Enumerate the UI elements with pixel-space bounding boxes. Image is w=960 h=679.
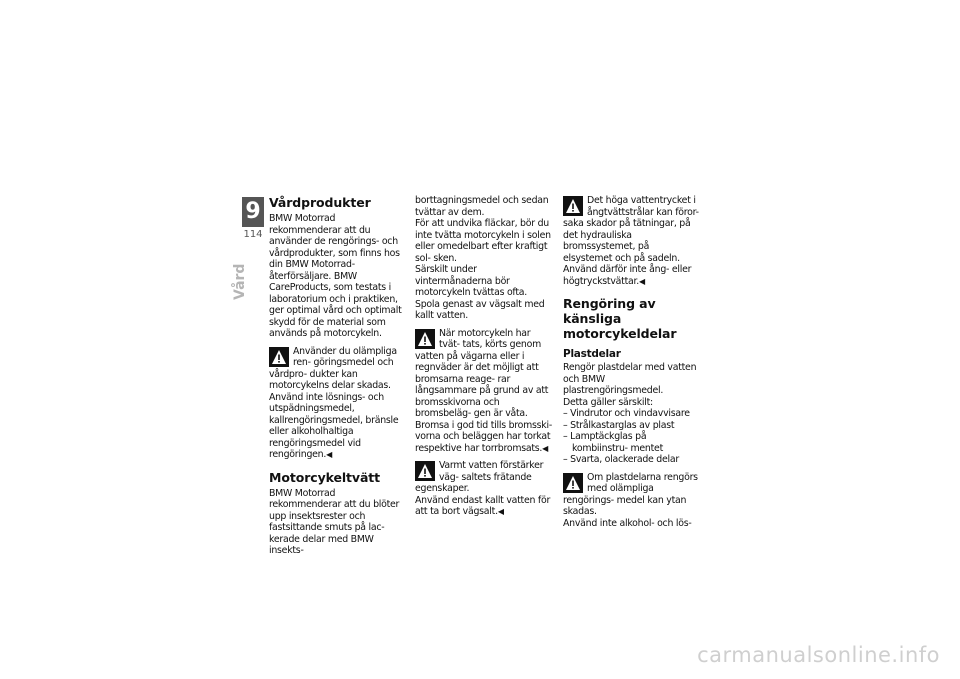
warning-icon bbox=[563, 473, 583, 493]
list-item: – Strålkastarglas av plast bbox=[563, 420, 700, 432]
column-2 bbox=[415, 195, 552, 518]
heading-rengoring: Rengöring av känsliga motorcykeldelar bbox=[563, 296, 677, 341]
column-3 bbox=[563, 195, 700, 529]
list-item: – Vindrutor och vindavvisare bbox=[563, 408, 700, 420]
end-mark: ◀ bbox=[326, 450, 332, 459]
warning-block bbox=[563, 195, 700, 287]
warning-text: Varmt vatten förstärker väg- saltets frätande egenskaper. bbox=[415, 460, 544, 494]
paragraph: Särskilt under vintermånaderna bör motorcykeln tvättas ofta. bbox=[415, 264, 527, 298]
end-mark: ◀ bbox=[542, 443, 549, 453]
chapter-tab bbox=[242, 197, 264, 240]
heading-vardprodukter: Vårdprodukter bbox=[269, 195, 371, 210]
warning-instruction: Bromsa i god tid tills bromsski- vorna och beläggen har torkat respektive har torrbromsats. bbox=[415, 419, 552, 454]
page-number: 114 bbox=[243, 229, 263, 240]
warning-block bbox=[269, 346, 406, 461]
paragraph: Detta gäller särskilt: bbox=[563, 396, 653, 408]
warning-instruction: Använd därför inte ång- eller högtryckstvättar. bbox=[563, 264, 692, 287]
paragraph: Spola genast av vägsalt med kallt vatten. bbox=[415, 298, 545, 321]
dash-list bbox=[563, 408, 700, 466]
paragraph: Rengör plastdelar med vatten och BMW plastrengöringsmedel. bbox=[563, 362, 697, 396]
warning-text: Det höga vattentrycket i ångtvättstrålar kan föror- saka skador på tätningar, på det hydrauliska bromssystemet, på elsystemet och på sadeln. bbox=[563, 195, 699, 264]
subheading-plastdelar: Plastdelar bbox=[563, 348, 621, 360]
warning-block bbox=[415, 460, 552, 518]
warning-text: Använder du olämpliga ren- göringsmedel och vårdpro- dukter kan motorcykelns delar skadas. bbox=[269, 345, 397, 391]
section-label: Vård bbox=[232, 263, 248, 300]
paragraph: BMW Motorrad rekommenderar att du blöter upp insektsrester och fastsittande smuts på lac- kerade delar med BMW insekts- bbox=[269, 487, 400, 556]
warning-text: Om plastdelarna rengörs med olämpliga rengörings- medel kan ytan skadas. bbox=[563, 471, 698, 517]
chapter-number: 9 bbox=[242, 197, 264, 227]
warning-instruction: Använd inte lösnings- och utspädningsmedel, kallrengöringsmedel, bränsle eller alkoholhaltiga rengöringsmedel vid rengöringen. bbox=[269, 391, 399, 460]
paragraph: borttagningsmedel och sedan tvättar av dem. bbox=[415, 195, 549, 218]
warning-text: När motorcykeln har tvät- tats, körts genom vatten på vägarna eller i regnväder är det möjligt att bromsarna reage- rar långsammare på grund av att bromsskivorna och bromsbeläg- gen är våta. bbox=[415, 327, 549, 419]
watermark: carmanualsonline.info bbox=[697, 643, 940, 667]
warning-icon bbox=[563, 196, 583, 216]
warning-instruction: Använd endast kallt vatten för att ta bort vägsalt. bbox=[415, 494, 551, 517]
end-mark: ◀ bbox=[497, 507, 504, 516]
warning-icon bbox=[415, 461, 435, 481]
column-1 bbox=[269, 195, 406, 557]
warning-icon bbox=[415, 329, 435, 349]
warning-block bbox=[563, 472, 700, 530]
end-mark: ◀ bbox=[638, 276, 645, 286]
paragraph: BMW Motorrad rekommenderar att du använder de rengörings- och vårdprodukter, som finns hos din BMW Motorrad-återförsäljare. BMW CareProducts, som testats i laboratorium och i praktiken, ger optimal vård och optimalt skydd för de material som används på motorcykeln. bbox=[269, 213, 402, 339]
warning-icon bbox=[269, 347, 289, 367]
list-item: – Lamptäckglas på kombiinstru- mentet bbox=[563, 431, 700, 454]
list-item: – Svarta, olackerade delar bbox=[563, 454, 700, 466]
warning-block bbox=[415, 328, 552, 455]
paragraph: För att undvika fläckar, bör du inte tvätta motorcykeln i solen eller omedelbart efter kraftigt sol- sken. bbox=[415, 218, 551, 264]
heading-motorcykeltvatt: Motorcykeltvätt bbox=[269, 469, 381, 485]
warning-instruction: Använd inte alkohol- och lös- bbox=[563, 517, 692, 529]
